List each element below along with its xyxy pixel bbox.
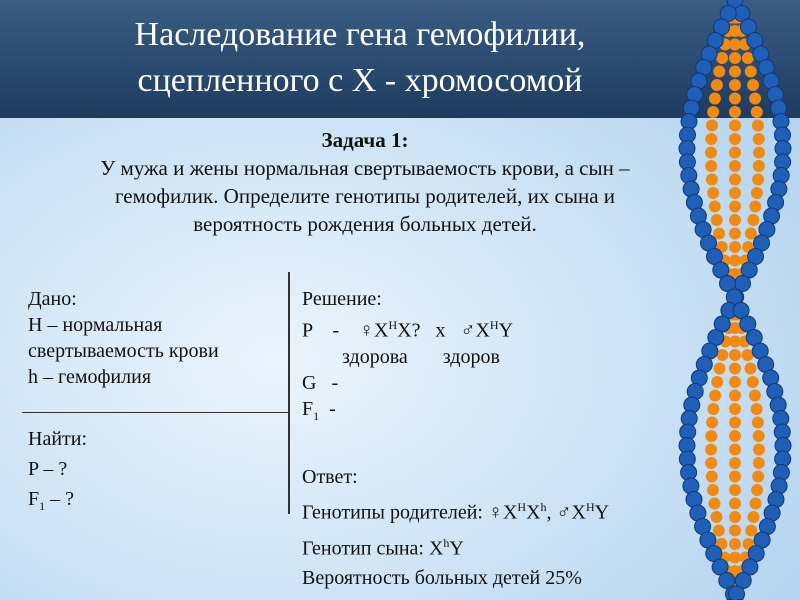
dna-rung-bead [749, 390, 761, 402]
dna-rung-bead [751, 484, 763, 496]
answer-son-prefix: Генотип сына: X [302, 537, 444, 560]
dna-rung-bead [729, 430, 741, 442]
dna-rung-bead [729, 187, 741, 199]
dna-rung-bead [729, 93, 741, 105]
dna-rung-bead [750, 498, 762, 510]
slide-title [0, 12, 720, 104]
find-label: Найти: [28, 428, 88, 450]
dna-rung-bead [729, 241, 741, 253]
solution-p-sup-1: H [388, 318, 398, 332]
find-f1-letter: F [28, 488, 40, 510]
find-f1-sub: 1 [39, 499, 46, 513]
solution-p-line [302, 312, 742, 344]
dna-rung-bead [729, 214, 741, 226]
dna-rung-bead [729, 79, 741, 91]
dna-rung-bead [752, 471, 764, 483]
dna-rung-bead [748, 511, 760, 523]
dna-rung-bead [753, 430, 765, 442]
dna-rung-bead [751, 106, 763, 118]
answer-parents-sup-3: H [586, 500, 595, 514]
horizontal-divider [22, 412, 290, 413]
solution-p-end: Y [498, 319, 514, 342]
title-line-1: Наследование гена гемофилии, [134, 16, 586, 53]
given-block [28, 286, 290, 390]
answer-son-sup: h [443, 535, 450, 550]
task-block [0, 126, 730, 238]
solution-f1 [302, 396, 742, 429]
find-f1 [28, 484, 290, 521]
dna-rung-bead [729, 201, 741, 213]
dna-rung-bead [749, 93, 761, 105]
solution-f1-sub: 1 [313, 408, 320, 423]
dna-rung-bead [705, 444, 717, 456]
task-line-3: вероятность рождения больных детей. [193, 212, 537, 236]
dna-rung-bead [729, 174, 741, 186]
dna-rung-bead [751, 187, 763, 199]
dna-rung-bead [729, 160, 741, 172]
dna-rung-bead [711, 79, 723, 91]
dna-rung-bead [742, 52, 754, 64]
given-line-1: H – нормальная [28, 314, 163, 336]
dna-rung-bead [729, 444, 741, 456]
answer-parents-end: Y [594, 501, 610, 524]
solution-g: G - [302, 371, 339, 394]
dna-rung-bead [745, 66, 757, 78]
find-block [28, 424, 290, 521]
task-line-1: У мужа и жены нормальная свертываемость крови, а сын – [100, 156, 630, 180]
given-label: Дано: [28, 288, 77, 310]
dna-rung-bead [707, 106, 719, 118]
solution-label: Решение: [302, 288, 382, 310]
dna-rung-bead [747, 376, 759, 388]
dna-rung-bead [729, 147, 741, 159]
answer-parents-mid-2: , ♂X [546, 501, 586, 524]
dna-rung-bead [752, 417, 764, 429]
dna-rung-bead [753, 147, 765, 159]
task-title: Задача 1: [321, 128, 409, 152]
solution-block [302, 286, 742, 429]
title-line-2: сцепленного с X - хромосомой [137, 62, 583, 99]
dna-rung-bead [751, 403, 763, 415]
dna-rung-bead [729, 120, 741, 132]
dna-rung-bead [752, 120, 764, 132]
dna-rung-bead [705, 430, 717, 442]
solution-f1-letter: F [302, 397, 314, 420]
dna-rung-bead [729, 133, 741, 145]
find-p: P – ? [28, 458, 68, 480]
given-line-2: свертываемость крови [28, 340, 219, 362]
solution-f1-suffix: - [319, 397, 336, 420]
solution-health: здорова здоров [342, 345, 500, 368]
answer-parents [302, 492, 742, 528]
dna-rung-bead [753, 457, 765, 469]
dna-rung-bead [729, 255, 741, 267]
answer-son-end: Y [449, 537, 464, 560]
answer-block [302, 462, 742, 593]
dna-rung-bead [729, 52, 741, 64]
dna-rung-bead [716, 52, 728, 64]
answer-parents-sup-2: h [540, 500, 547, 514]
find-f1-suffix: – ? [45, 488, 75, 510]
solution-p-sup-2: H [489, 318, 499, 332]
dna-rung-bead [752, 174, 764, 186]
dna-rung-bead [749, 201, 761, 213]
dna-rung-bead [729, 228, 741, 240]
task-line-2: гемофилик. Определите генотипы родителей, их сына и [114, 184, 616, 208]
dna-rung-bead [747, 79, 759, 91]
answer-parents-mid-1: X [526, 501, 541, 524]
dna-rung-bead [745, 525, 757, 537]
dna-rung-bead [713, 66, 725, 78]
answer-parents-sup-1: H [517, 500, 527, 514]
solution-p-prefix: P - ♀X [302, 319, 389, 342]
dna-rung-bead [747, 214, 759, 226]
answer-son [302, 528, 742, 564]
dna-rung-bead [744, 363, 756, 375]
solution-p-mid: X? x ♂X [397, 319, 490, 342]
given-line-3: h – гемофилия [28, 366, 152, 388]
dna-rung-bead [709, 93, 721, 105]
answer-probability: Вероятность больных детей 25% [302, 567, 582, 590]
dna-rung-bead [729, 106, 741, 118]
dna-rung-bead [753, 444, 765, 456]
dna-rung-bead [753, 133, 765, 145]
dna-rung-bead [729, 66, 741, 78]
dna-rung-bead [753, 160, 765, 172]
answer-parents-prefix: Генотипы родителей: ♀X [302, 501, 518, 524]
answer-label: Ответ: [302, 466, 358, 488]
